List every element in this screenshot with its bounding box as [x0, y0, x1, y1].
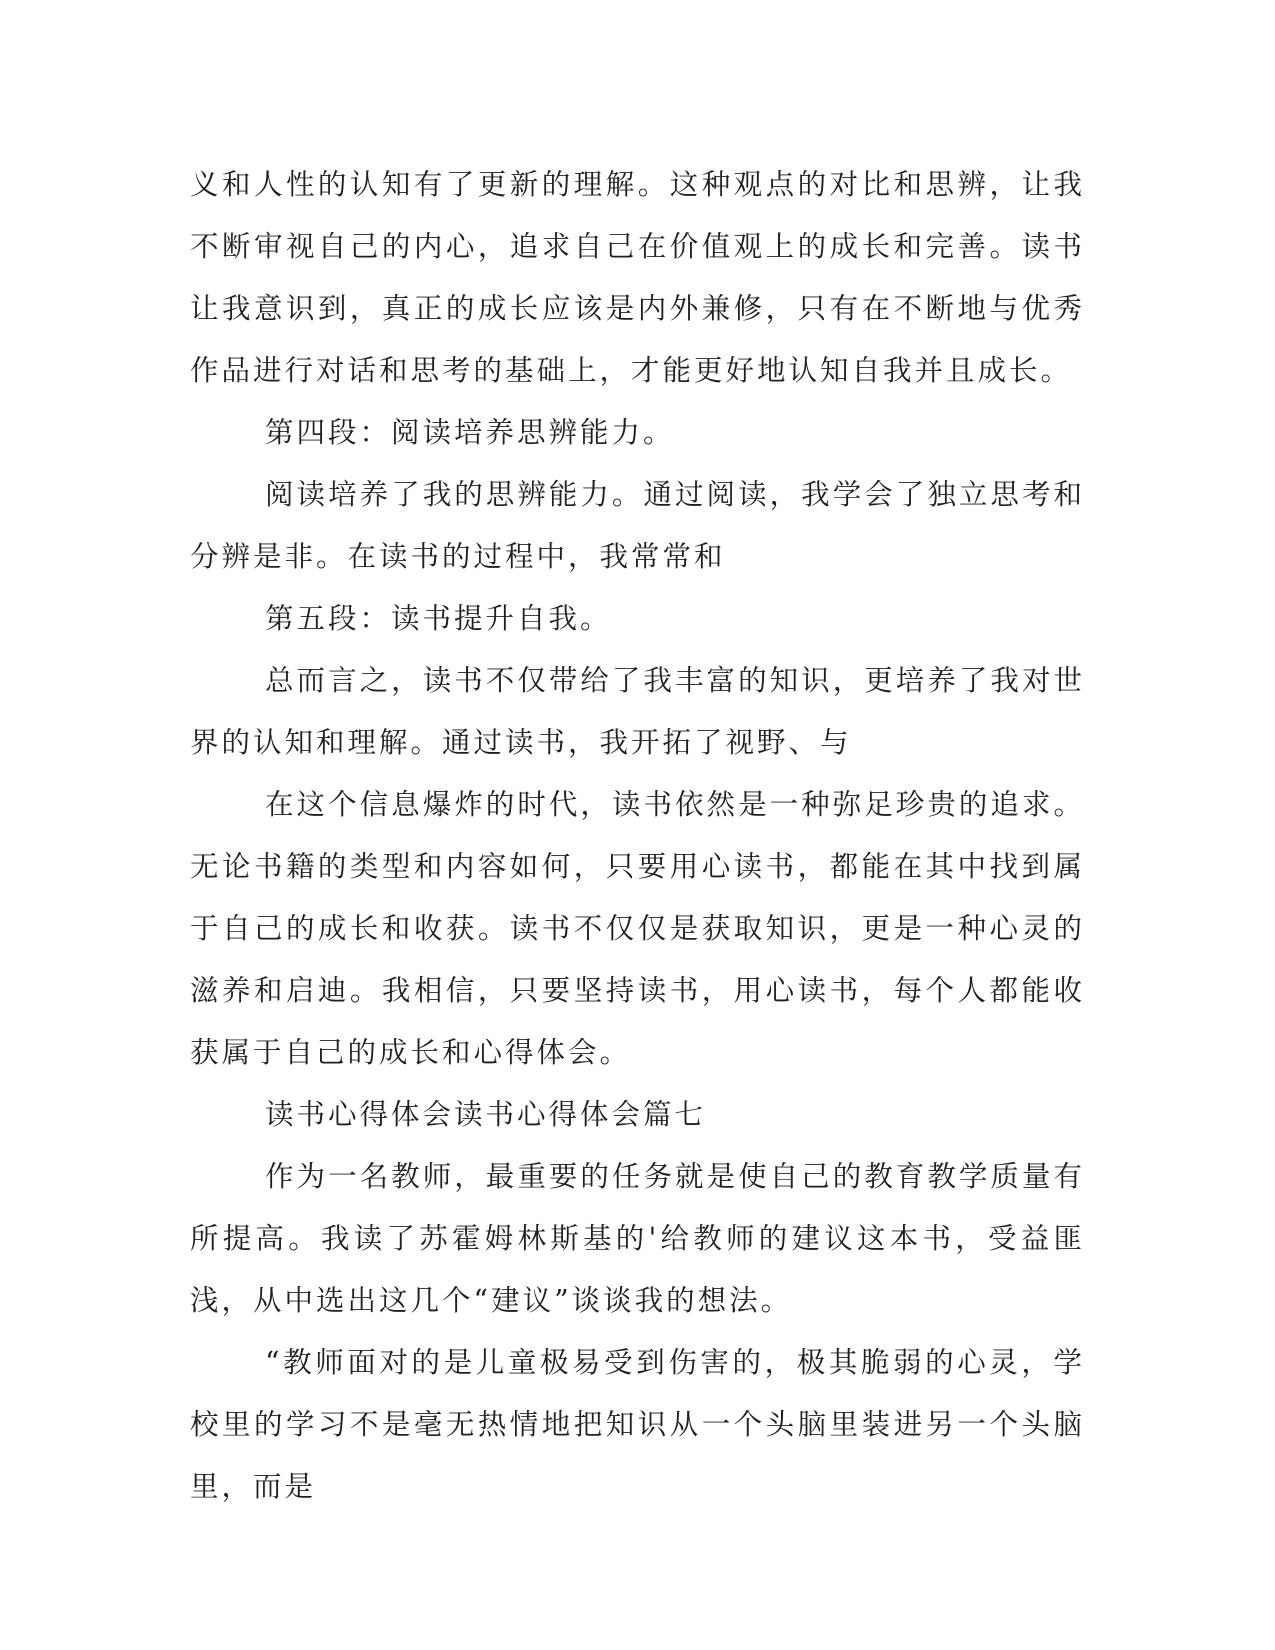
section-heading-4: 第四段：阅读培养思辨能力。	[265, 416, 675, 449]
paragraph-conclusion: 在这个信息爆炸的时代，读书依然是一种弥足珍贵的追求。无论书籍的类型和内容如何，只要用心读书，都能在其中找到属于自己的成长和收获。读书不仅仅是获取知识，更是一种心灵的滋养和启迪。我相信，只要坚持读书，用心读书，每个人都能收获属于自己的成长和心得体会。	[190, 788, 1085, 1069]
section-heading-5: 第五段：读书提升自我。	[265, 602, 612, 635]
paragraph-quote: “教师面对的是儿童极易受到伤害的，极其脆弱的心灵，学校里的学习不是毫无热情地把知识从一个头脑里装进另一个头脑里，而是	[190, 1346, 1085, 1503]
article-title-7: 读书心得体会读书心得体会篇七	[265, 1098, 707, 1131]
document-body	[190, 154, 1085, 1518]
paragraph-thinking: 阅读培养了我的思辨能力。通过阅读，我学会了独立思考和分辨是非。在读书的过程中，我常常和	[190, 478, 1085, 573]
paragraph-summary: 总而言之，读书不仅带给了我丰富的知识，更培养了我对世界的认知和理解。通过读书，我开拓了视野、与	[190, 664, 1085, 759]
paragraph-teacher-intro: 作为一名教师，最重要的任务就是使自己的教育教学质量有所提高。我读了苏霍姆林斯基的'给教师的建议这本书，受益匪浅，从中选出这几个“建议”谈谈我的想法。	[190, 1160, 1085, 1317]
paragraph-continued: 义和人性的认知有了更新的理解。这种观点的对比和思辨，让我不断审视自己的内心，追求自己在价值观上的成长和完善。读书让我意识到，真正的成长应该是内外兼修，只有在不断地与优秀作品进行对话和思考的基础上，才能更好地认知自我并且成长。	[190, 168, 1085, 387]
